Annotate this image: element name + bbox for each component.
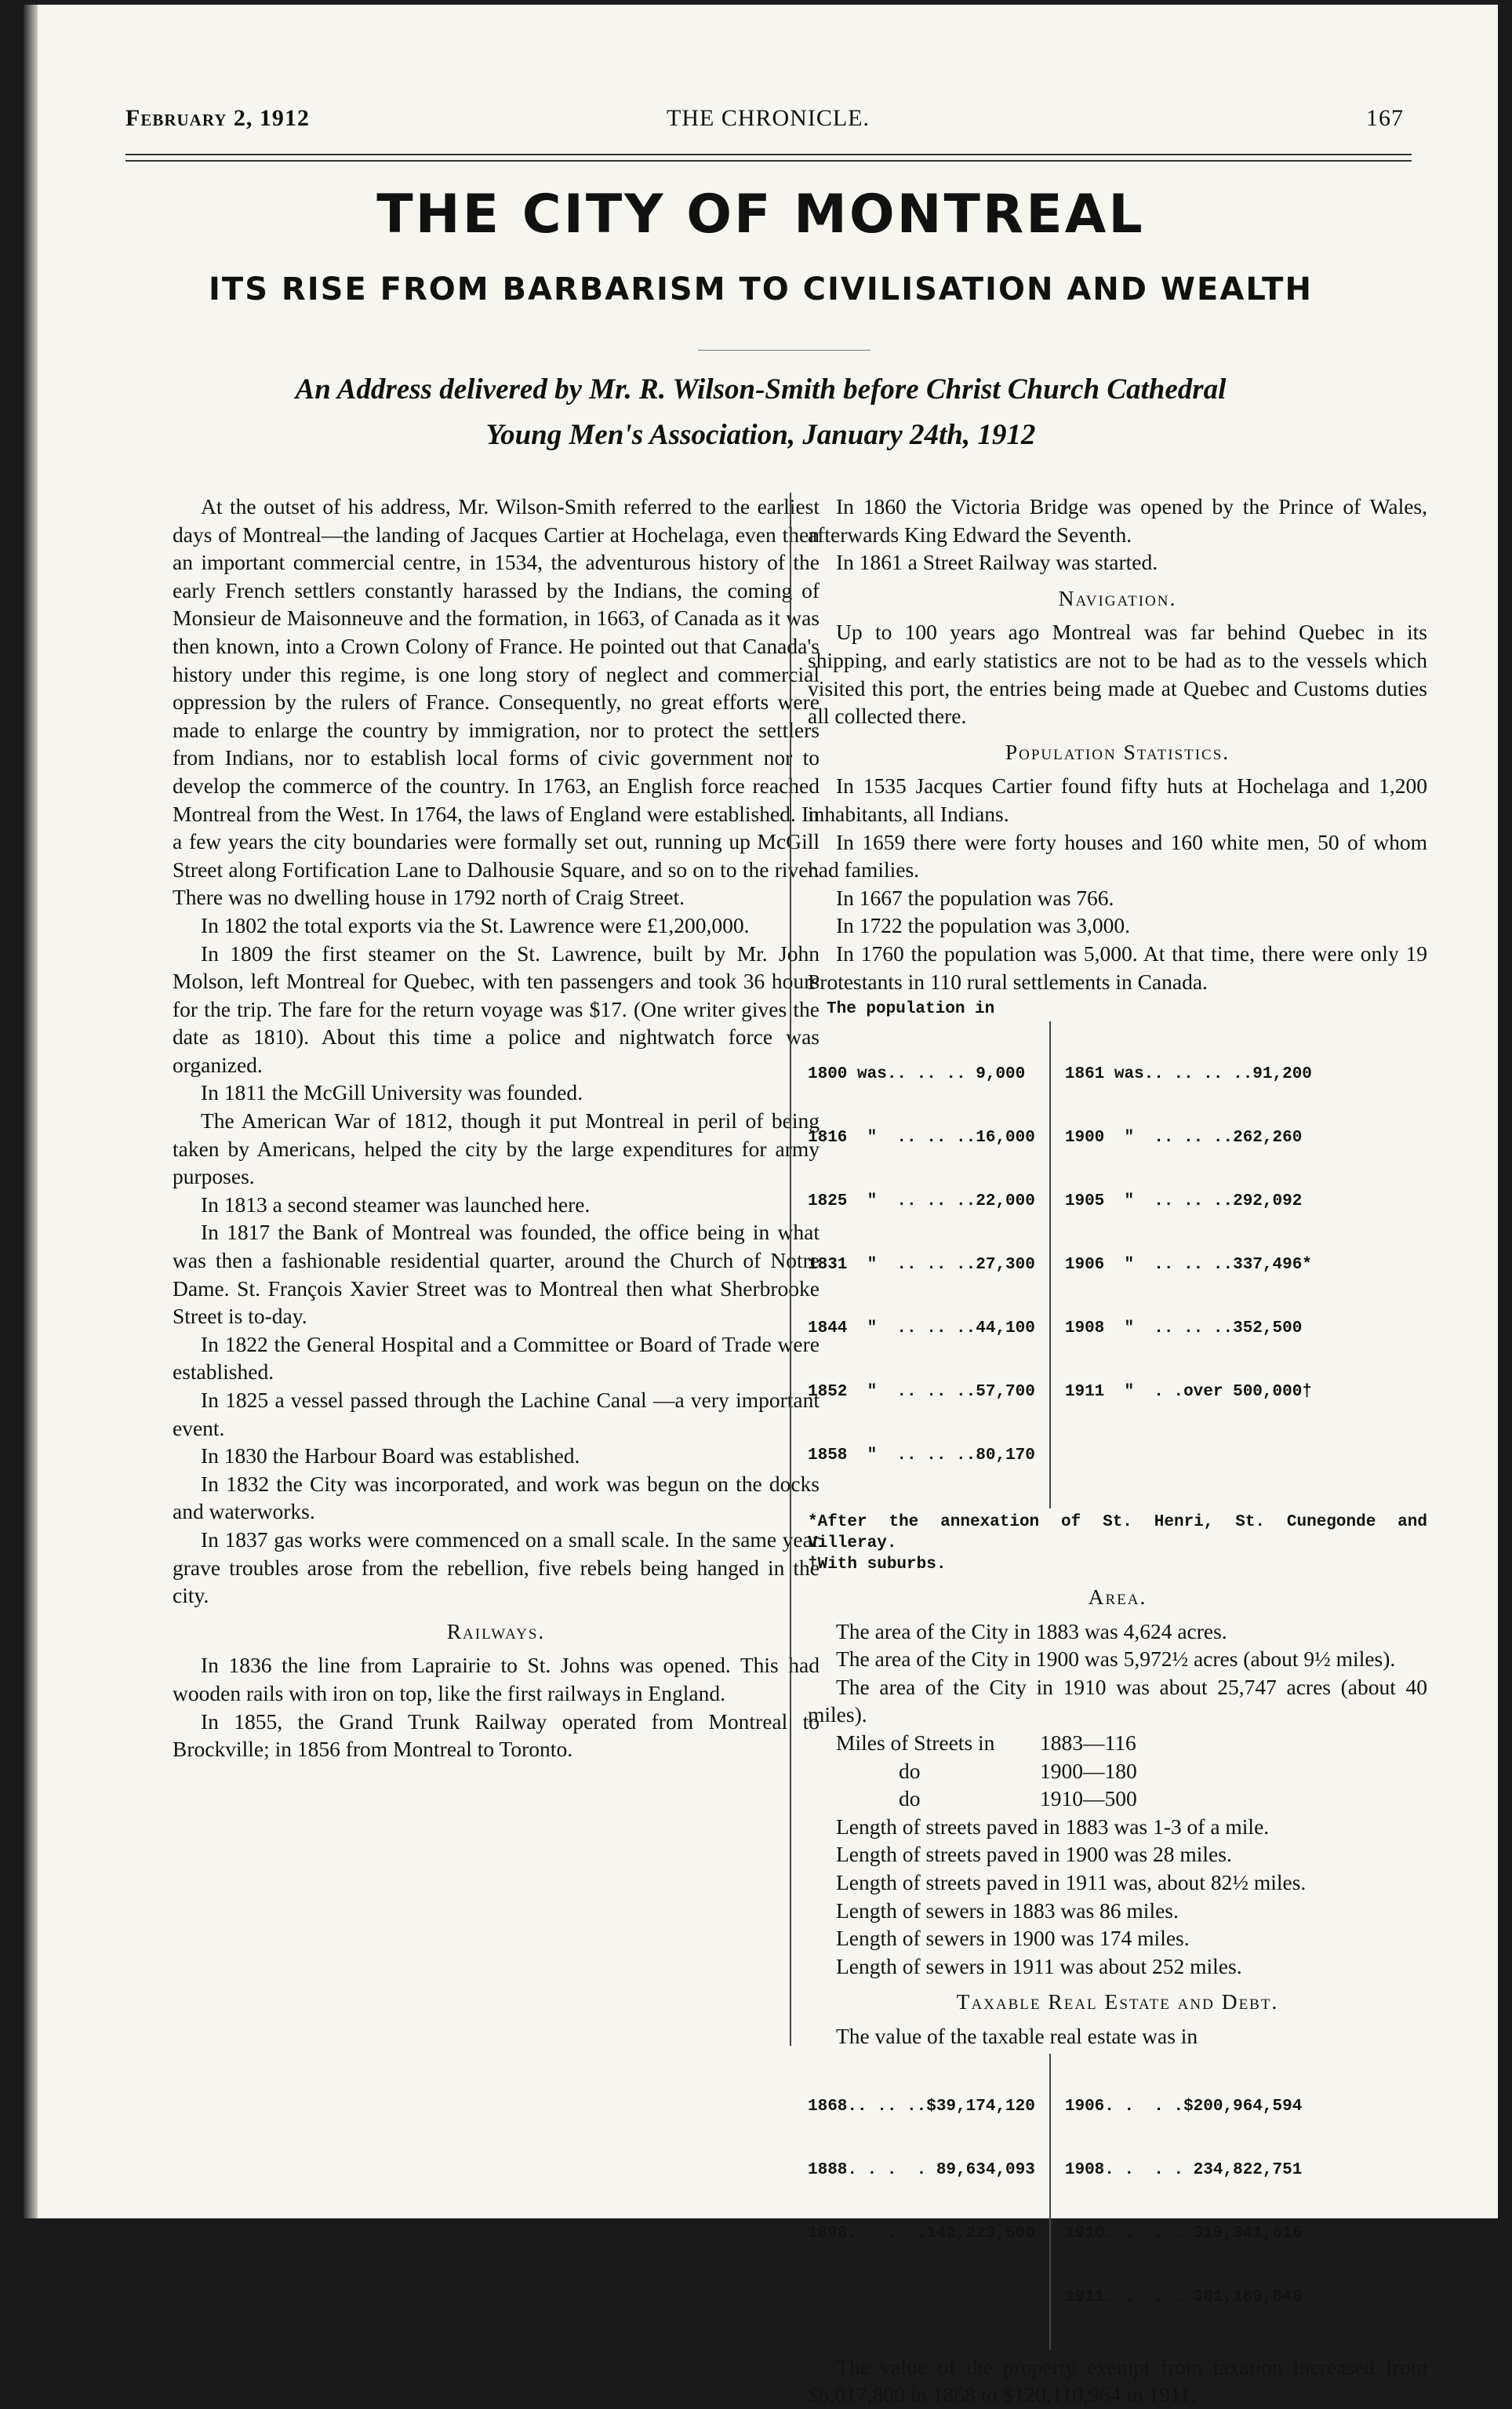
paragraph: In 1811 the McGill University was founded. <box>201 1080 583 1105</box>
paragraph: The area of the City in 1900 was 5,972½ acres (about 9½ miles). <box>836 1647 1396 1672</box>
paragraph: Length of streets paved in 1911 was, about 82½ miles. <box>836 1870 1307 1895</box>
paragraph: Length of sewers in 1911 was about 252 miles. <box>836 1953 1242 1978</box>
table-row: 1900 " .. .. ..262,260 <box>1064 1129 1303 1148</box>
paragraph: In 1861 a Street Railway was started. <box>836 550 1158 575</box>
population-table-left <box>808 1021 1051 1508</box>
population-table-body <box>808 1021 1427 1508</box>
table-row: 1898. . . .142,223,500 <box>808 2224 1035 2243</box>
table-row: 1910. . . . 319,341,616 <box>1064 2224 1303 2243</box>
article-subtitle: ITS RISE FROM BARBARISM TO CIVILISATION AND WEALTH <box>209 271 1313 307</box>
journal-name: THE CHRONICLE. <box>667 105 870 131</box>
paragraph: In 1822 the General Hospital and a Committee or Board of Trade were established. <box>173 1331 820 1385</box>
table-row: 1852 " .. .. ..57,700 <box>808 1383 1035 1402</box>
footnote: *After the annexation of St. Henri, St. Cunegonde and Villeray. <box>808 1513 1427 1553</box>
header-rule <box>125 154 1412 162</box>
railways-heading: Railways. <box>446 1618 546 1643</box>
paragraph: Length of streets paved in 1900 was 28 miles. <box>836 1842 1232 1867</box>
table-row: 1908 " .. .. ..352,500 <box>1064 1319 1303 1338</box>
paragraph: In 1855, the Grand Trunk Railway operated from Montreal to Brockville; in 1856 from Montreal to Toronto. <box>173 1708 820 1762</box>
paragraph: The American War of 1812, though it put Montreal in peril of being taken by Americans, helped the city by the large expenditures for army purposes. <box>173 1108 820 1189</box>
right-column <box>808 493 1427 2409</box>
taxable-table <box>808 2054 1427 2350</box>
taxable-table-right <box>1065 2054 1302 2350</box>
table-row: 1858 " .. .. ..80,170 <box>808 1446 1035 1465</box>
paragraph: Up to 100 years ago Montreal was far behind Quebec in its shipping, and early statistics are not to be had as to the vessels which visited this port, the entries being made at Quebec and Customs duties all collected there. <box>808 620 1427 729</box>
byline-line-2: Young Men's Association, January 24th, 1912 <box>485 419 1036 451</box>
table-row: 1905 " .. .. ..292,092 <box>1064 1192 1303 1211</box>
list-item <box>836 1757 1427 1785</box>
paragraph: In 1860 the Victoria Bridge was opened by the Prince of Wales, afterwards King Edward the Seventh. <box>808 494 1427 547</box>
navigation-heading: Navigation. <box>1058 585 1177 610</box>
table-row: 1911 " . .over 500,000† <box>1064 1383 1312 1402</box>
paragraph: In 1659 there were forty houses and 160 white men, 50 of whom had families. <box>808 829 1427 882</box>
paragraph: In 1825 a vessel passed through the Lachine Canal —a very important event. <box>173 1388 820 1440</box>
streets-value: 1883—116 <box>1040 1730 1136 1756</box>
paragraph: Length of sewers in 1883 was 86 miles. <box>836 1898 1179 1923</box>
newspaper-page <box>24 5 1498 2407</box>
paragraph: In 1760 the population was 5,000. At that time, there were only 19 Protestants in 110 rural settlements in Canada. <box>808 941 1427 994</box>
streets-value: 1900—180 <box>1040 1758 1137 1783</box>
left-column <box>173 493 820 1763</box>
paragraph: In 1535 Jacques Cartier found fifty huts at Hochelaga and 1,200 inhabitants, all Indians. <box>808 773 1427 826</box>
paragraph: In 1837 gas works were commenced on a small scale. In the same year grave troubles arose from the rebellion, five rebels being hanged in the city. <box>173 1527 820 1608</box>
column-rule <box>790 493 791 2046</box>
paragraph: The area of the City in 1910 was about 25,747 acres (about 40 miles). <box>808 1674 1427 1727</box>
paragraph: The value of the taxable real estate was in <box>836 2024 1198 2048</box>
table-row: 1861 was.. .. .. ..91,200 <box>1064 1065 1312 1084</box>
paragraph: The value of the property exempt from taxation increased from $6,017,800 in 1868 to $120,110,964 in 1911. <box>808 2354 1427 2407</box>
paragraph: In 1802 the total exports via the St. Lawrence were £1,200,000. <box>201 912 750 937</box>
table-row: 1888. . . . 89,634,093 <box>808 2160 1035 2179</box>
paragraph: Length of sewers in 1900 was 174 miles. <box>836 1926 1190 1951</box>
area-heading: Area. <box>1088 1585 1147 1610</box>
paragraph: In 1830 the Harbour Board was established. <box>201 1443 580 1468</box>
table-row: 1831 " .. .. ..27,300 <box>808 1256 1035 1275</box>
paragraph: In 1836 the line from Laprairie to St. Johns was opened. This had wooden rails with iron on top, like the first railways in England. <box>173 1653 820 1705</box>
taxable-table-body <box>808 2054 1427 2350</box>
table-row: 1911. . . . 381,180,848 <box>1064 2287 1303 2306</box>
streets-list <box>808 1729 1427 1813</box>
population-table-caption: The population in <box>827 1000 995 1019</box>
table-row: 1844 " .. .. ..44,100 <box>808 1319 1035 1338</box>
streets-label: Miles of Streets in <box>836 1730 995 1756</box>
paragraph: In 1722 the population was 3,000. <box>836 913 1131 938</box>
list-item <box>836 1729 1427 1757</box>
streets-label: do <box>899 1786 921 1811</box>
paragraph: At the outset of his address, Mr. Wilson-Smith referred to the earliest days of Montreal—the landing of Jacques Cartier at Hochelaga, even then an important commercial centre, in 1534, the adventurous history of the early French settlers constantly harassed by the Indians, the coming of Monsieur de Maisonneuve and the formation, in 1663, of Canada as it was then known, into a Crown Colony of France. He pointed out that Canada's history under this regime, is one long story of neglect and commercial oppression by the rulers of France. Consequently, no great efforts were made to enlarge the country by immigration, nor to protect the settlers from Indians, nor to establish local forms of civic government nor to develop the commerce of the country. In 1763, an English force reached Montreal from the West. In 1764, the laws of England were established. In a few years the city boundaries were formally set out, running up McGill Street along Fortification Lane to Dalhousie Square, and so on to the river. There was no dwelling house in 1792 north of Craig Street. <box>173 494 820 910</box>
paragraph: The area of the City in 1883 was 4,624 acres. <box>836 1618 1227 1643</box>
taxable-heading: Taxable Real Estate and Debt. <box>956 1989 1279 2014</box>
taxable-table-left <box>808 2054 1051 2350</box>
paragraph: In 1832 the City was incorporated, and work was begun on the docks and waterworks. <box>173 1471 820 1524</box>
title-divider <box>698 350 870 351</box>
streets-label: do <box>899 1758 921 1783</box>
table-row: 1800 was.. .. .. 9,000 <box>808 1065 1026 1084</box>
article-title: THE CITY OF MONTREAL <box>376 184 1145 246</box>
table-row: 1868.. .. ..$39,174,120 <box>808 2097 1035 2116</box>
table-row: 1906. . . .$200,964,594 <box>1064 2097 1303 2116</box>
paragraph: In 1813 a second steamer was launched here. <box>201 1192 591 1217</box>
list-item <box>836 1785 1427 1813</box>
address-byline <box>24 367 1498 458</box>
table-row: 1816 " .. .. ..16,000 <box>808 1129 1035 1148</box>
page-number: 167 <box>1366 105 1404 131</box>
issue-date: February 2, 1912 <box>125 105 310 131</box>
running-header <box>125 105 1404 136</box>
table-row: 1906 " .. .. ..337,496* <box>1064 1256 1312 1275</box>
footnote: †With suburbs. <box>808 1556 947 1574</box>
table-row: 1908. . . . 234,822,751 <box>1064 2160 1303 2179</box>
paragraph: Length of streets paved in 1883 was 1-3 of a mile. <box>836 1814 1270 1839</box>
population-heading: Population Statistics. <box>1005 739 1230 764</box>
paragraph: In 1817 the Bank of Montreal was founded, the office being in what was then a fashionable residential quarter, around the Church of Notre Dame. St. François Xavier Street was to Montreal then what Sherbrooke Street is to-day. <box>173 1220 820 1329</box>
paragraph: In 1809 the first steamer on the St. Lawrence, built by Mr. John Molson, left Montreal for Quebec, with ten passengers and took 36 hours for the trip. The fare for the return voyage was $17. (One writer gives the date as 1810). About this time a police and nightwatch force was organized. <box>173 941 820 1077</box>
population-table <box>808 999 1427 1508</box>
table-row: 1825 " .. .. ..22,000 <box>808 1192 1035 1211</box>
paragraph: In 1667 the population was 766. <box>836 885 1114 910</box>
streets-value: 1910—500 <box>1040 1786 1137 1811</box>
population-table-right <box>1065 1021 1312 1508</box>
byline-line-1: An Address delivered by Mr. R. Wilson-Smith before Christ Church Cathedral <box>295 373 1227 406</box>
